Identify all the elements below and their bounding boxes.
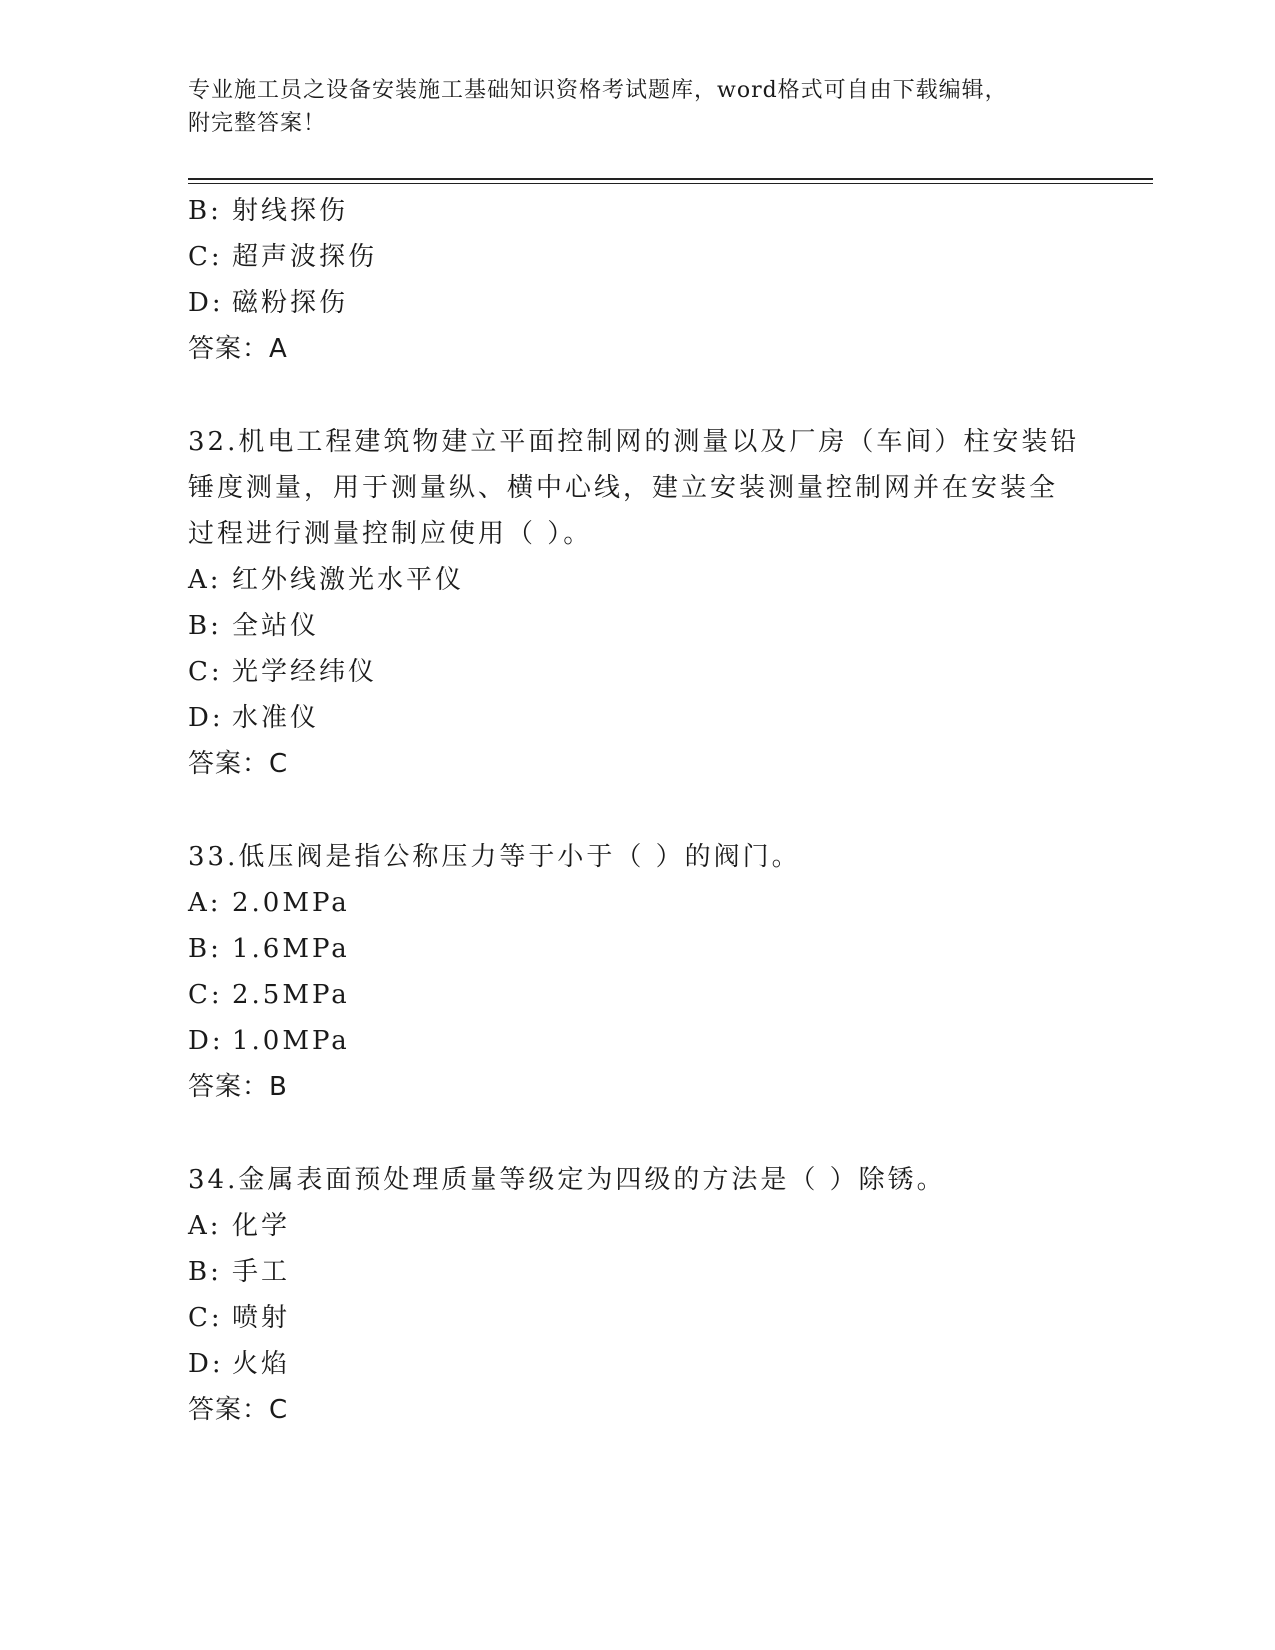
header-line-2: 附完整答案！ bbox=[188, 111, 327, 136]
answer-line: 答案：C bbox=[188, 749, 289, 779]
option-letter: A: bbox=[188, 565, 222, 595]
option-text: 红外线激光水平仪 bbox=[232, 565, 465, 595]
answer-line: 答案：B bbox=[188, 1072, 288, 1102]
option-text: 1.0MPa bbox=[232, 1026, 350, 1056]
option-letter: C: bbox=[188, 242, 223, 272]
question-text-line: 34.金属表面预处理质量等级定为四级的方法是（ ）除锈。 bbox=[188, 1165, 946, 1195]
option-letter: D: bbox=[188, 1349, 224, 1379]
option-text: 火焰 bbox=[232, 1349, 291, 1379]
header-divider-thin bbox=[188, 183, 1153, 184]
question-32 bbox=[188, 419, 1088, 787]
option-a bbox=[188, 880, 1088, 926]
header-line-1: 专业施工员之设备安装施工基础知识资格考试题库，word格式可自由下载编辑， bbox=[188, 78, 1008, 103]
option-c bbox=[188, 649, 1088, 695]
option-text: 光学经纬仪 bbox=[232, 657, 378, 687]
question-34 bbox=[188, 1157, 1088, 1433]
answer-line: 答案：C bbox=[188, 1395, 289, 1425]
option-text: 1.6MPa bbox=[232, 934, 350, 964]
question-31-partial bbox=[188, 188, 1088, 372]
question-text-line: 32.机电工程建筑物建立平面控制网的测量以及厂房（车间）柱安装铅 bbox=[188, 427, 1080, 457]
option-letter: D: bbox=[188, 703, 224, 733]
question-text-line: 过程进行测量控制应使用（ ）。 bbox=[188, 519, 593, 549]
option-text: 喷射 bbox=[232, 1303, 291, 1333]
option-text: 射线探伤 bbox=[232, 196, 349, 226]
option-text: 磁粉探伤 bbox=[232, 288, 349, 318]
option-letter: C: bbox=[188, 657, 223, 687]
question-33 bbox=[188, 834, 1088, 1110]
question-text-line: 锤度测量，用于测量纵、横中心线，建立安装测量控制网并在安装全 bbox=[188, 473, 1059, 503]
option-letter: A: bbox=[188, 1211, 222, 1241]
question-list bbox=[188, 188, 1088, 1433]
option-letter: C: bbox=[188, 1303, 223, 1333]
option-b bbox=[188, 926, 1088, 972]
option-d bbox=[188, 1018, 1088, 1064]
option-text: 2.0MPa bbox=[232, 888, 350, 918]
option-letter: B: bbox=[188, 611, 222, 641]
option-letter: B: bbox=[188, 1257, 222, 1287]
option-c bbox=[188, 972, 1088, 1018]
document-header bbox=[188, 74, 1088, 140]
header-divider-thick bbox=[188, 178, 1153, 180]
option-c bbox=[188, 1295, 1088, 1341]
option-text: 2.5MPa bbox=[232, 980, 350, 1010]
option-letter: B: bbox=[188, 196, 222, 226]
option-letter: A: bbox=[188, 888, 222, 918]
option-d bbox=[188, 280, 1088, 326]
option-text: 化学 bbox=[232, 1211, 291, 1241]
option-b bbox=[188, 1249, 1088, 1295]
answer-line: 答案：A bbox=[188, 334, 288, 364]
option-c bbox=[188, 234, 1088, 280]
option-letter: D: bbox=[188, 288, 224, 318]
option-letter: D: bbox=[188, 1026, 224, 1056]
option-d bbox=[188, 1341, 1088, 1387]
option-letter: C: bbox=[188, 980, 223, 1010]
question-text-line: 33.低压阀是指公称压力等于小于（ ）的阀门。 bbox=[188, 842, 801, 872]
option-a bbox=[188, 1203, 1088, 1249]
option-b bbox=[188, 188, 1088, 234]
option-a bbox=[188, 557, 1088, 603]
option-b bbox=[188, 603, 1088, 649]
option-text: 全站仪 bbox=[232, 611, 320, 641]
option-d bbox=[188, 695, 1088, 741]
option-text: 水准仪 bbox=[232, 703, 320, 733]
option-text: 手工 bbox=[232, 1257, 291, 1287]
option-text: 超声波探伤 bbox=[232, 242, 378, 272]
option-letter: B: bbox=[188, 934, 222, 964]
